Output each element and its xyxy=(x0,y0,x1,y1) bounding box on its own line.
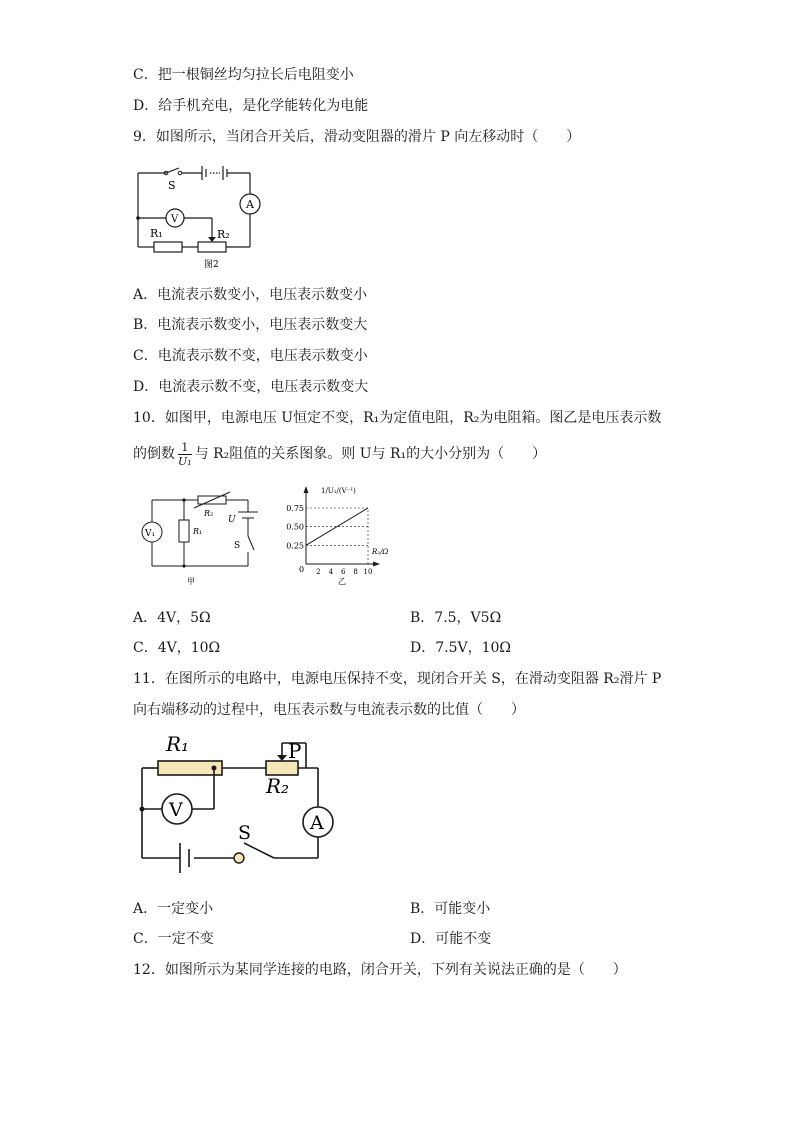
q10-ytick-label: 0.25 xyxy=(286,541,304,551)
q11-switch-pivot xyxy=(234,853,244,863)
q11-option-a: A．一定变小 xyxy=(133,901,214,917)
q10-stem-pre: 的倒数 xyxy=(133,446,175,462)
q11-label-r1: R₁ xyxy=(166,732,190,756)
q11-label-voltmeter: V xyxy=(169,799,183,821)
q10-xtick-label: 6 xyxy=(340,568,346,576)
q10-label-r1: R₁ xyxy=(193,527,203,536)
q11-option-b: B．可能变小 xyxy=(410,901,491,917)
q11-label-ammeter: A xyxy=(310,812,324,834)
q10-xtick-label: 2 xyxy=(316,568,321,576)
q10-option-d: D．7.5V，10Ω xyxy=(410,640,512,656)
q9-circuit-diagram xyxy=(130,158,262,270)
q10-ytick-label: 0.50 xyxy=(286,522,304,532)
q11-option-d: D．可能不变 xyxy=(410,931,492,947)
q10-ytick-label: 0.75 xyxy=(286,504,304,513)
q10-xlabel: R₂/Ω xyxy=(372,548,389,556)
q9-option-c: C．电流表示数不变，电压表示数变小 xyxy=(133,348,368,364)
q10-r2-adjust xyxy=(194,492,230,508)
q11-stem-line1: 11．在图所示的电路中，电源电压保持不变，现闭合开关 S，在滑动变阻器 R₂滑片 P xyxy=(133,671,662,687)
q11-switch-blade xyxy=(244,843,274,858)
q10-option-a: A．4V，5Ω xyxy=(133,610,211,626)
q10-xtick-label: 8 xyxy=(353,568,358,576)
q10-frac-num: 1 xyxy=(178,441,192,455)
q11-label-p: P xyxy=(288,739,302,763)
q9-option-a: A．电流表示数变小，电压表示数变小 xyxy=(133,287,368,303)
q10-label-voltmeter: V₁ xyxy=(145,529,156,539)
q9-label-r1: R₁ xyxy=(150,227,163,240)
q11-label-r2: R₂ xyxy=(266,774,290,798)
q10-xtick-label: 10 xyxy=(363,568,373,576)
q9-slider-arrow xyxy=(208,237,216,242)
q11-option-c: C．一定不变 xyxy=(133,931,214,947)
q9-label-voltmeter: V xyxy=(171,214,179,225)
q9-label-r2: R₂ xyxy=(217,228,230,241)
q9-label-switch: S xyxy=(168,179,176,192)
q10-graph xyxy=(284,484,414,590)
q10-origin: 0 xyxy=(299,565,305,574)
q10-stem-line2 xyxy=(133,438,546,470)
q10-ylabel: 1/U₁/(V⁻¹) xyxy=(321,487,356,495)
q11-slider-arrow xyxy=(277,755,287,761)
q9-r2 xyxy=(198,242,226,252)
q11-stem-line2: 向右端移动的过程中，电压表示数与电流表示数的比值（ ） xyxy=(133,702,525,718)
q10-stem-line1: 10．如图甲，电源电压 U恒定不变，R₁为定值电阻，R₂为电阻箱。图乙是电压表示数 xyxy=(133,410,662,426)
q11-circuit-diagram xyxy=(138,731,338,883)
q10-frac-den: U₁ xyxy=(178,454,192,468)
q8-option-d: D．给手机充电，是化学能转化为电能 xyxy=(133,98,369,114)
q10-circuit-diagram xyxy=(138,490,268,590)
q10-switch xyxy=(248,536,254,550)
q10-r1 xyxy=(179,520,189,542)
q9-option-b: B．电流表示数变小，电压表示数变大 xyxy=(133,317,368,333)
q10-xtick-label: 4 xyxy=(328,568,334,576)
q10-stem-post: 与 R₂阻值的关系图象。则 U与 R₁的大小分别为（ ） xyxy=(194,446,547,462)
q10-label-r2: R₂ xyxy=(204,509,214,518)
q10-option-c: C．4V，10Ω xyxy=(133,640,221,656)
q9-r1 xyxy=(154,242,182,252)
q10-fraction xyxy=(178,441,192,468)
q10-caption-a: 甲 xyxy=(187,577,195,586)
q9-caption: 图2 xyxy=(204,260,219,270)
q9-label-ammeter: A xyxy=(246,198,254,211)
q8-option-c: C．把一根铜丝均匀拉长后电阻变小 xyxy=(133,67,354,83)
q10-graph-axes xyxy=(306,490,376,564)
q12-stem: 12．如图所示为某同学连接的电路，闭合开关，下列有关说法正确的是（ ） xyxy=(133,962,627,978)
q9-option-d: D．电流表示数不变，电压表示数变大 xyxy=(133,379,369,395)
q11-label-switch: S xyxy=(238,822,252,844)
q10-label-u: U xyxy=(228,515,236,525)
q10-option-b: B．7.5，V5Ω xyxy=(410,610,502,626)
q11-r2 xyxy=(266,761,298,775)
q9-stem: 9．如图所示，当闭合开关后，滑动变阻器的滑片 P 向左移动时（ ） xyxy=(133,129,581,145)
q10-label-switch: S xyxy=(234,541,241,551)
q10-caption-b: 乙 xyxy=(338,577,346,586)
